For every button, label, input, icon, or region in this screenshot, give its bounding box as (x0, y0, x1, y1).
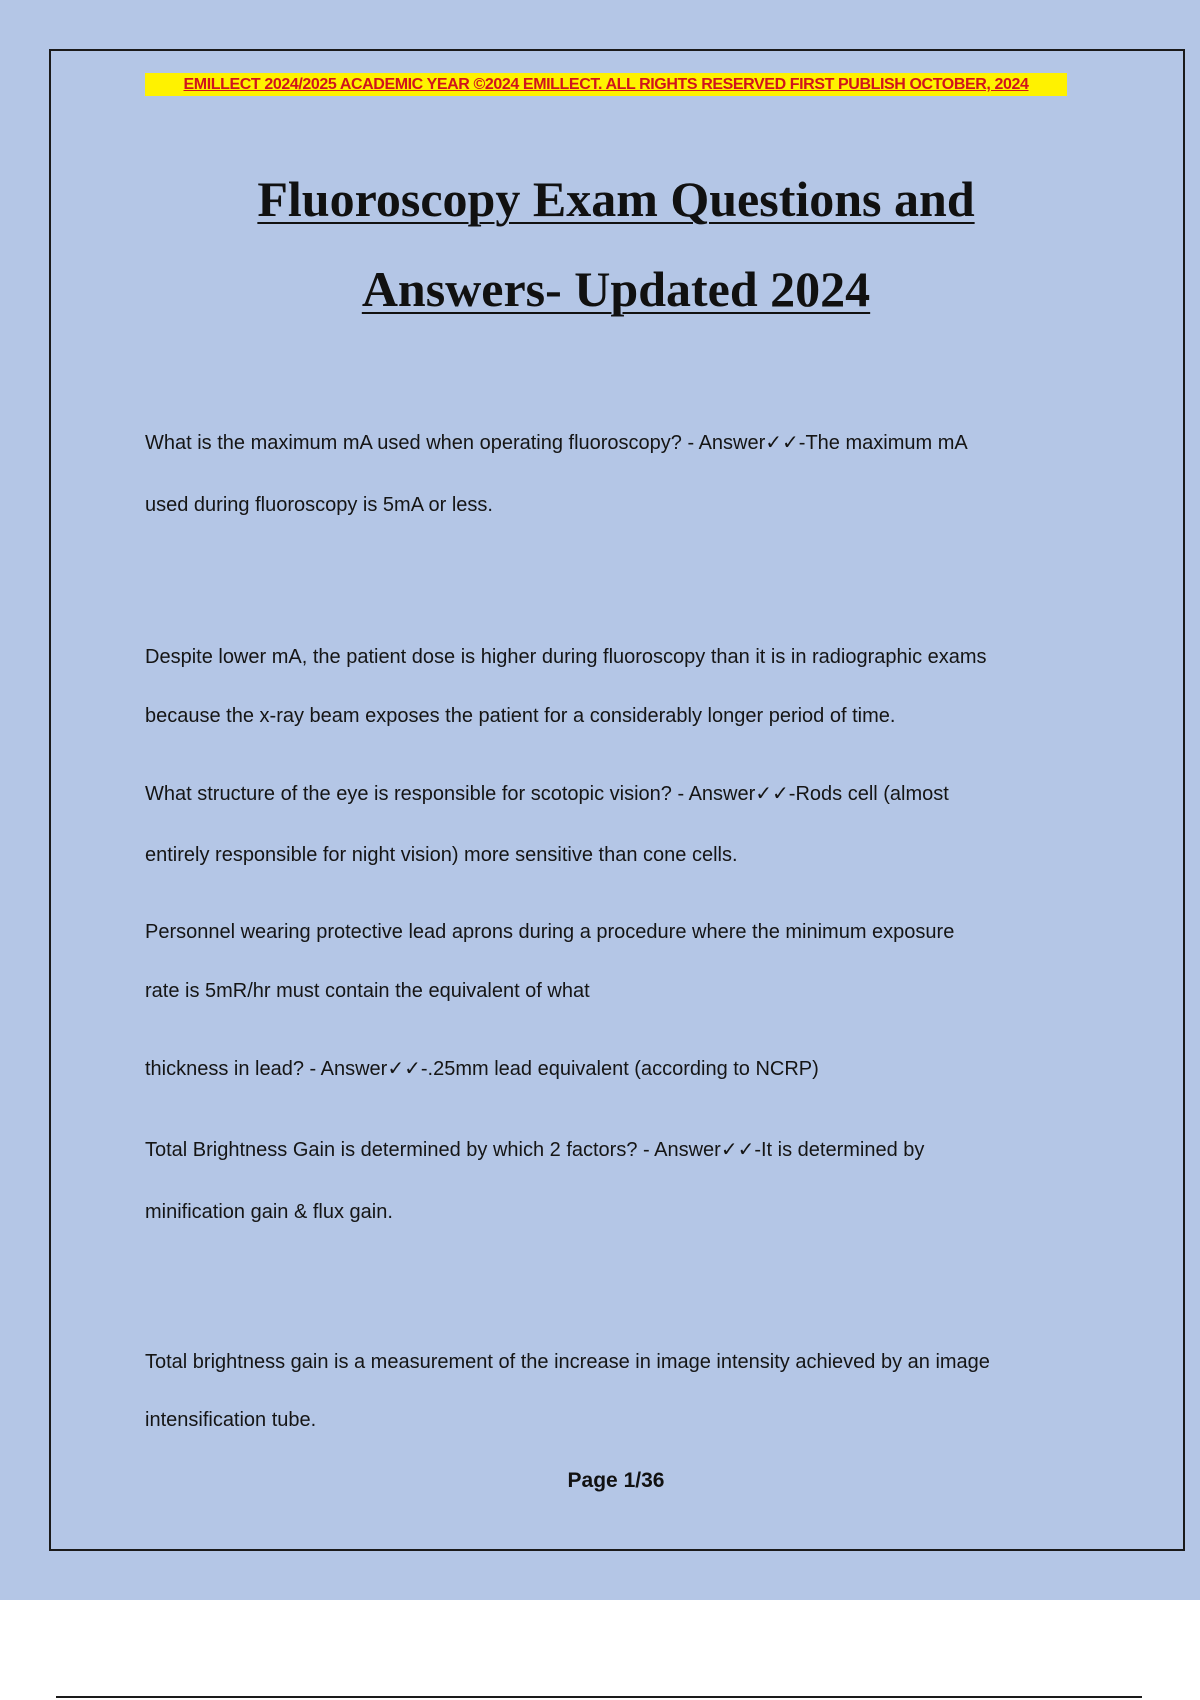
question-4-line-1: Total Brightness Gain is determined by which 2 factors? - Answer✓✓-It is determined by (145, 1139, 925, 1161)
page-title-line-1: Fluoroscopy Exam Questions and (257, 171, 975, 227)
question-4-line-2: minification gain & flux gain. (145, 1201, 393, 1223)
question-3-line-3: thickness in lead? - Answer✓✓-.25mm lead equivalent (according to NCRP) (145, 1058, 819, 1080)
question-3-line-1: Personnel wearing protective lead aprons during a procedure where the minimum exposure (145, 921, 955, 943)
question-3-line-2: rate is 5mR/hr must contain the equivalent of what (145, 980, 590, 1002)
divider (56, 1696, 1142, 1698)
copyright-banner: EMILLECT 2024/2025 ACADEMIC YEAR ©2024 EMILLECT. ALL RIGHTS RESERVED FIRST PUBLISH OCTOBER, 2024 (145, 73, 1067, 96)
explanation-1-line-2: because the x-ray beam exposes the patient for a considerably longer period of time. (145, 705, 896, 727)
explanation-1-line-1: Despite lower mA, the patient dose is higher during fluoroscopy than it is in radiographic exams (145, 646, 987, 668)
page-number: Page 1/36 (567, 1469, 665, 1492)
explanation-4-line-2: intensification tube. (145, 1409, 317, 1431)
question-2-line-2: entirely responsible for night vision) more sensitive than cone cells. (145, 844, 738, 866)
question-2-line-1: What structure of the eye is responsible for scotopic vision? - Answer✓✓-Rods cell (almost (145, 783, 949, 805)
question-1-line-2: used during fluoroscopy is 5mA or less. (145, 494, 493, 516)
page-title-line-2: Answers- Updated 2024 (361, 261, 871, 317)
question-1-line-1: What is the maximum mA used when operating fluoroscopy? - Answer✓✓-The maximum mA (145, 432, 968, 454)
explanation-4-line-1: Total brightness gain is a measurement of the increase in image intensity achieved by an image (145, 1351, 990, 1373)
